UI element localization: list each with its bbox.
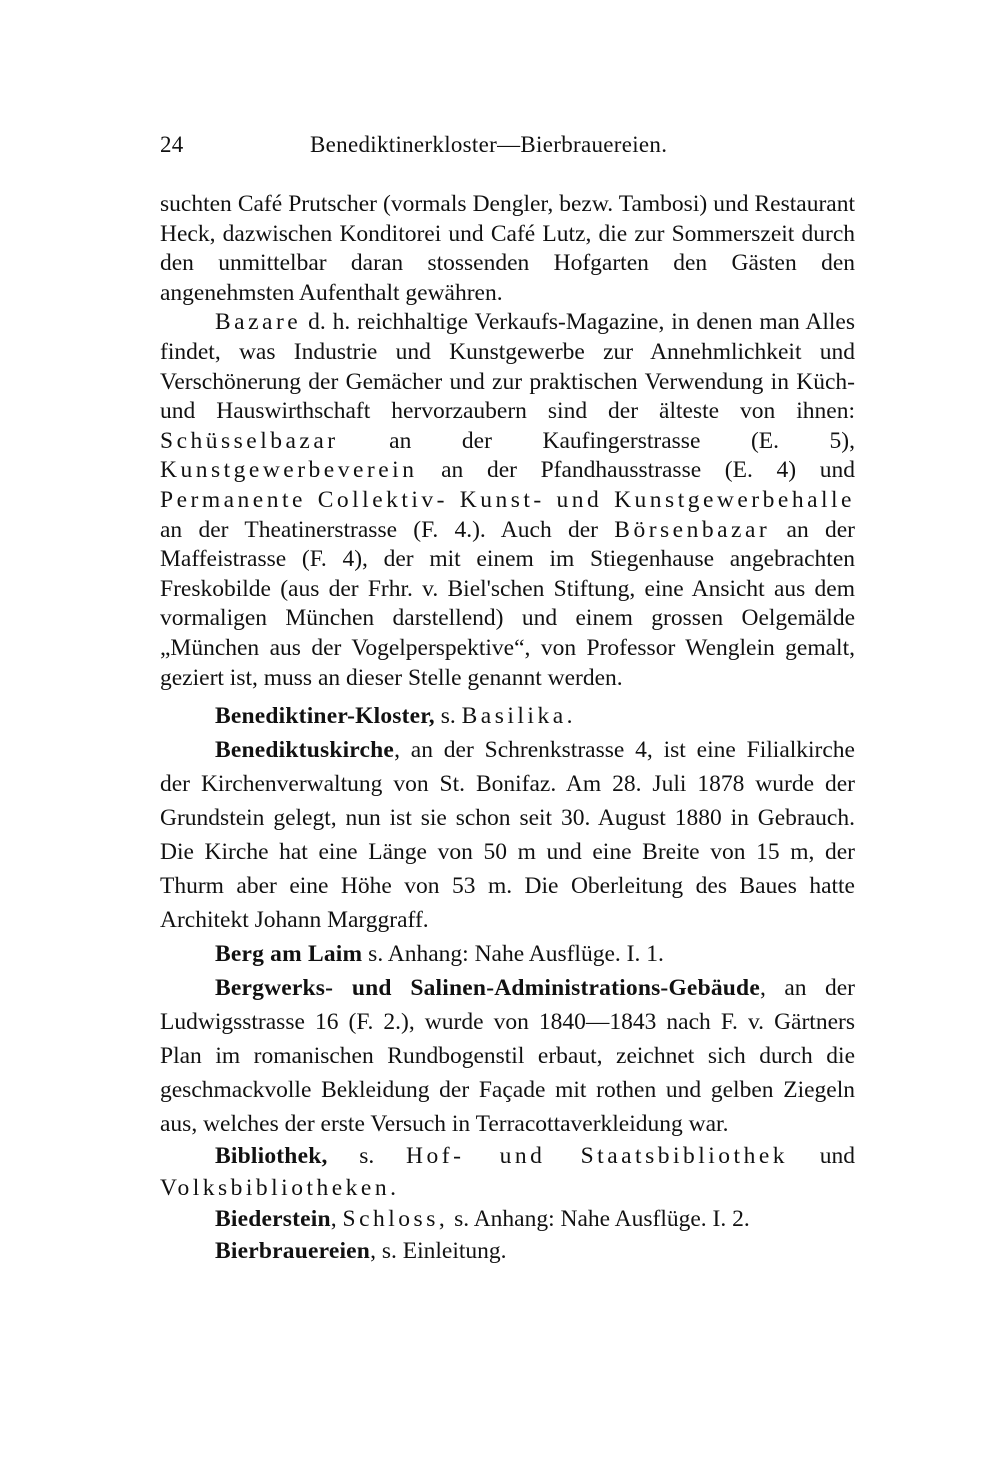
bazare-name-kunstgewerbeverein: Kunstgewerbeverein (160, 457, 418, 484)
headword: Bierbrauereien (215, 1237, 371, 1264)
entry-bibliothek (160, 1141, 855, 1204)
entry-text: und (788, 1143, 855, 1170)
entry-text: s. Anhang: Nahe Ausflüge. I. 2. (448, 1206, 750, 1233)
headword: Bergwerks- und Salinen-Administrations-Gebäude (215, 975, 760, 1002)
headword: Biederstein (215, 1206, 331, 1233)
entry-bergwerks-gebaeude (160, 971, 855, 1141)
bazare-text-1: d. h. reichhaltige Verkaufs-Magazine, in denen man Alles findet, was Industrie und Kunstgewerbe zur Annehmlichkeit und Verschönerung der Gemächer und zur praktischen Verwendung in Küch- und Hauswirthschaft hervorzaubern sind der älteste von ihnen: (160, 309, 855, 425)
entry-text: s. (434, 703, 462, 730)
bazare-name-boersenbazar: Börsenbazar (614, 516, 771, 543)
entry-text: s. (327, 1143, 407, 1170)
page-header (160, 132, 860, 168)
bazare-name-schuesselbazar: Schüsselbazar (160, 427, 339, 454)
cafe-paragraph (160, 190, 855, 308)
bazare-text-4: an der Theatinerstrasse (F. 4.). Auch der (160, 516, 615, 543)
bazare-text-3: an der Pfandhausstrasse (E. 4) und (417, 457, 855, 484)
entry-bierbrauereien (160, 1236, 855, 1268)
headword: Bibliothek, (215, 1143, 328, 1170)
cross-reference: Basilika. (461, 703, 577, 730)
entry-text: s. Anhang: Nahe Ausflüge. I. 1. (362, 941, 664, 968)
cross-reference: Hof- und Staatsbibliothek (406, 1143, 789, 1170)
entry-text: , an der Ludwigsstrasse 16 (F. 2.), wurde von 1840—1843 nach F. v. Gärtners Plan im romanischen Rundbogenstil erbaut, zeichnet sich durch die geschmackvolle Bekleidung der Façade mit rothen und gelben Ziegeln aus, welches der erste Versuch in Terracottaverkleidung war. (160, 975, 856, 1138)
cafe-paragraph-text: suchten Café Prutscher (vormals Dengler, bezw. Tambosi) und Restaurant Heck, dazwischen Konditorei und Café Lutz, die zur Sommerszeit durch den unmittelbar daran stossenden Hofgarten den Gästen den angenehmsten Aufenthalt gewähren. (160, 191, 855, 306)
headword: Benediktuskirche (215, 737, 395, 764)
cross-reference: Volksbibliotheken. (160, 1174, 400, 1201)
entry-berg-am-laim (160, 937, 855, 971)
entry-benediktuskirche (160, 733, 855, 937)
bazare-text-2: an der Kaufingerstrasse (E. 5), (338, 427, 855, 454)
running-title: Benediktinerkloster—Bierbrauereien. (310, 132, 668, 157)
page-number: 24 (160, 132, 184, 157)
bazare-text-5: an der Maffeistrasse (F. 4), der mit einem im Stiegenhause angebrachten Freskobilde (aus der Frhr. v. Biel'schen Stiftung, eine Ansicht aus dem vormaligen München darstellend) und einem grossen Oelgemälde „München aus der Vogelperspektive“, von Professor Wenglein gemalt, geziert ist, muss an dieser Stelle genannt werden. (160, 516, 855, 691)
spaced-term: Schloss, (342, 1206, 449, 1233)
entry-benediktiner-kloster (160, 699, 855, 733)
bazare-paragraph (160, 308, 855, 693)
page-body (160, 190, 855, 1267)
headword: Berg am Laim (215, 941, 363, 968)
headword: Benediktiner-Kloster, (215, 703, 435, 730)
entry-text: , (330, 1206, 343, 1233)
bazare-term: Bazare (215, 309, 302, 336)
entry-text: , s. Einleitung. (370, 1237, 507, 1264)
entry-text: , an der Schrenkstrasse 4, ist eine Filialkirche der Kirchenverwaltung von St. Bonifaz. Am 28. Juli 1878 wurde der Grundstein gelegt, nun ist sie schon seit 30. August 1880 in Gebrauch. Die Kirche hat eine Länge von 50 m und eine Breite von 15 m, der Thurm aber eine Höhe von 53 m. Die Oberleitung des Baues hatte Architekt Johann Marggraff. (160, 737, 855, 934)
entry-biederstein (160, 1204, 855, 1236)
bazare-name-kunstgewerbehalle: Permanente Collektiv- Kunst- und Kunstgewerbehalle (160, 486, 855, 513)
